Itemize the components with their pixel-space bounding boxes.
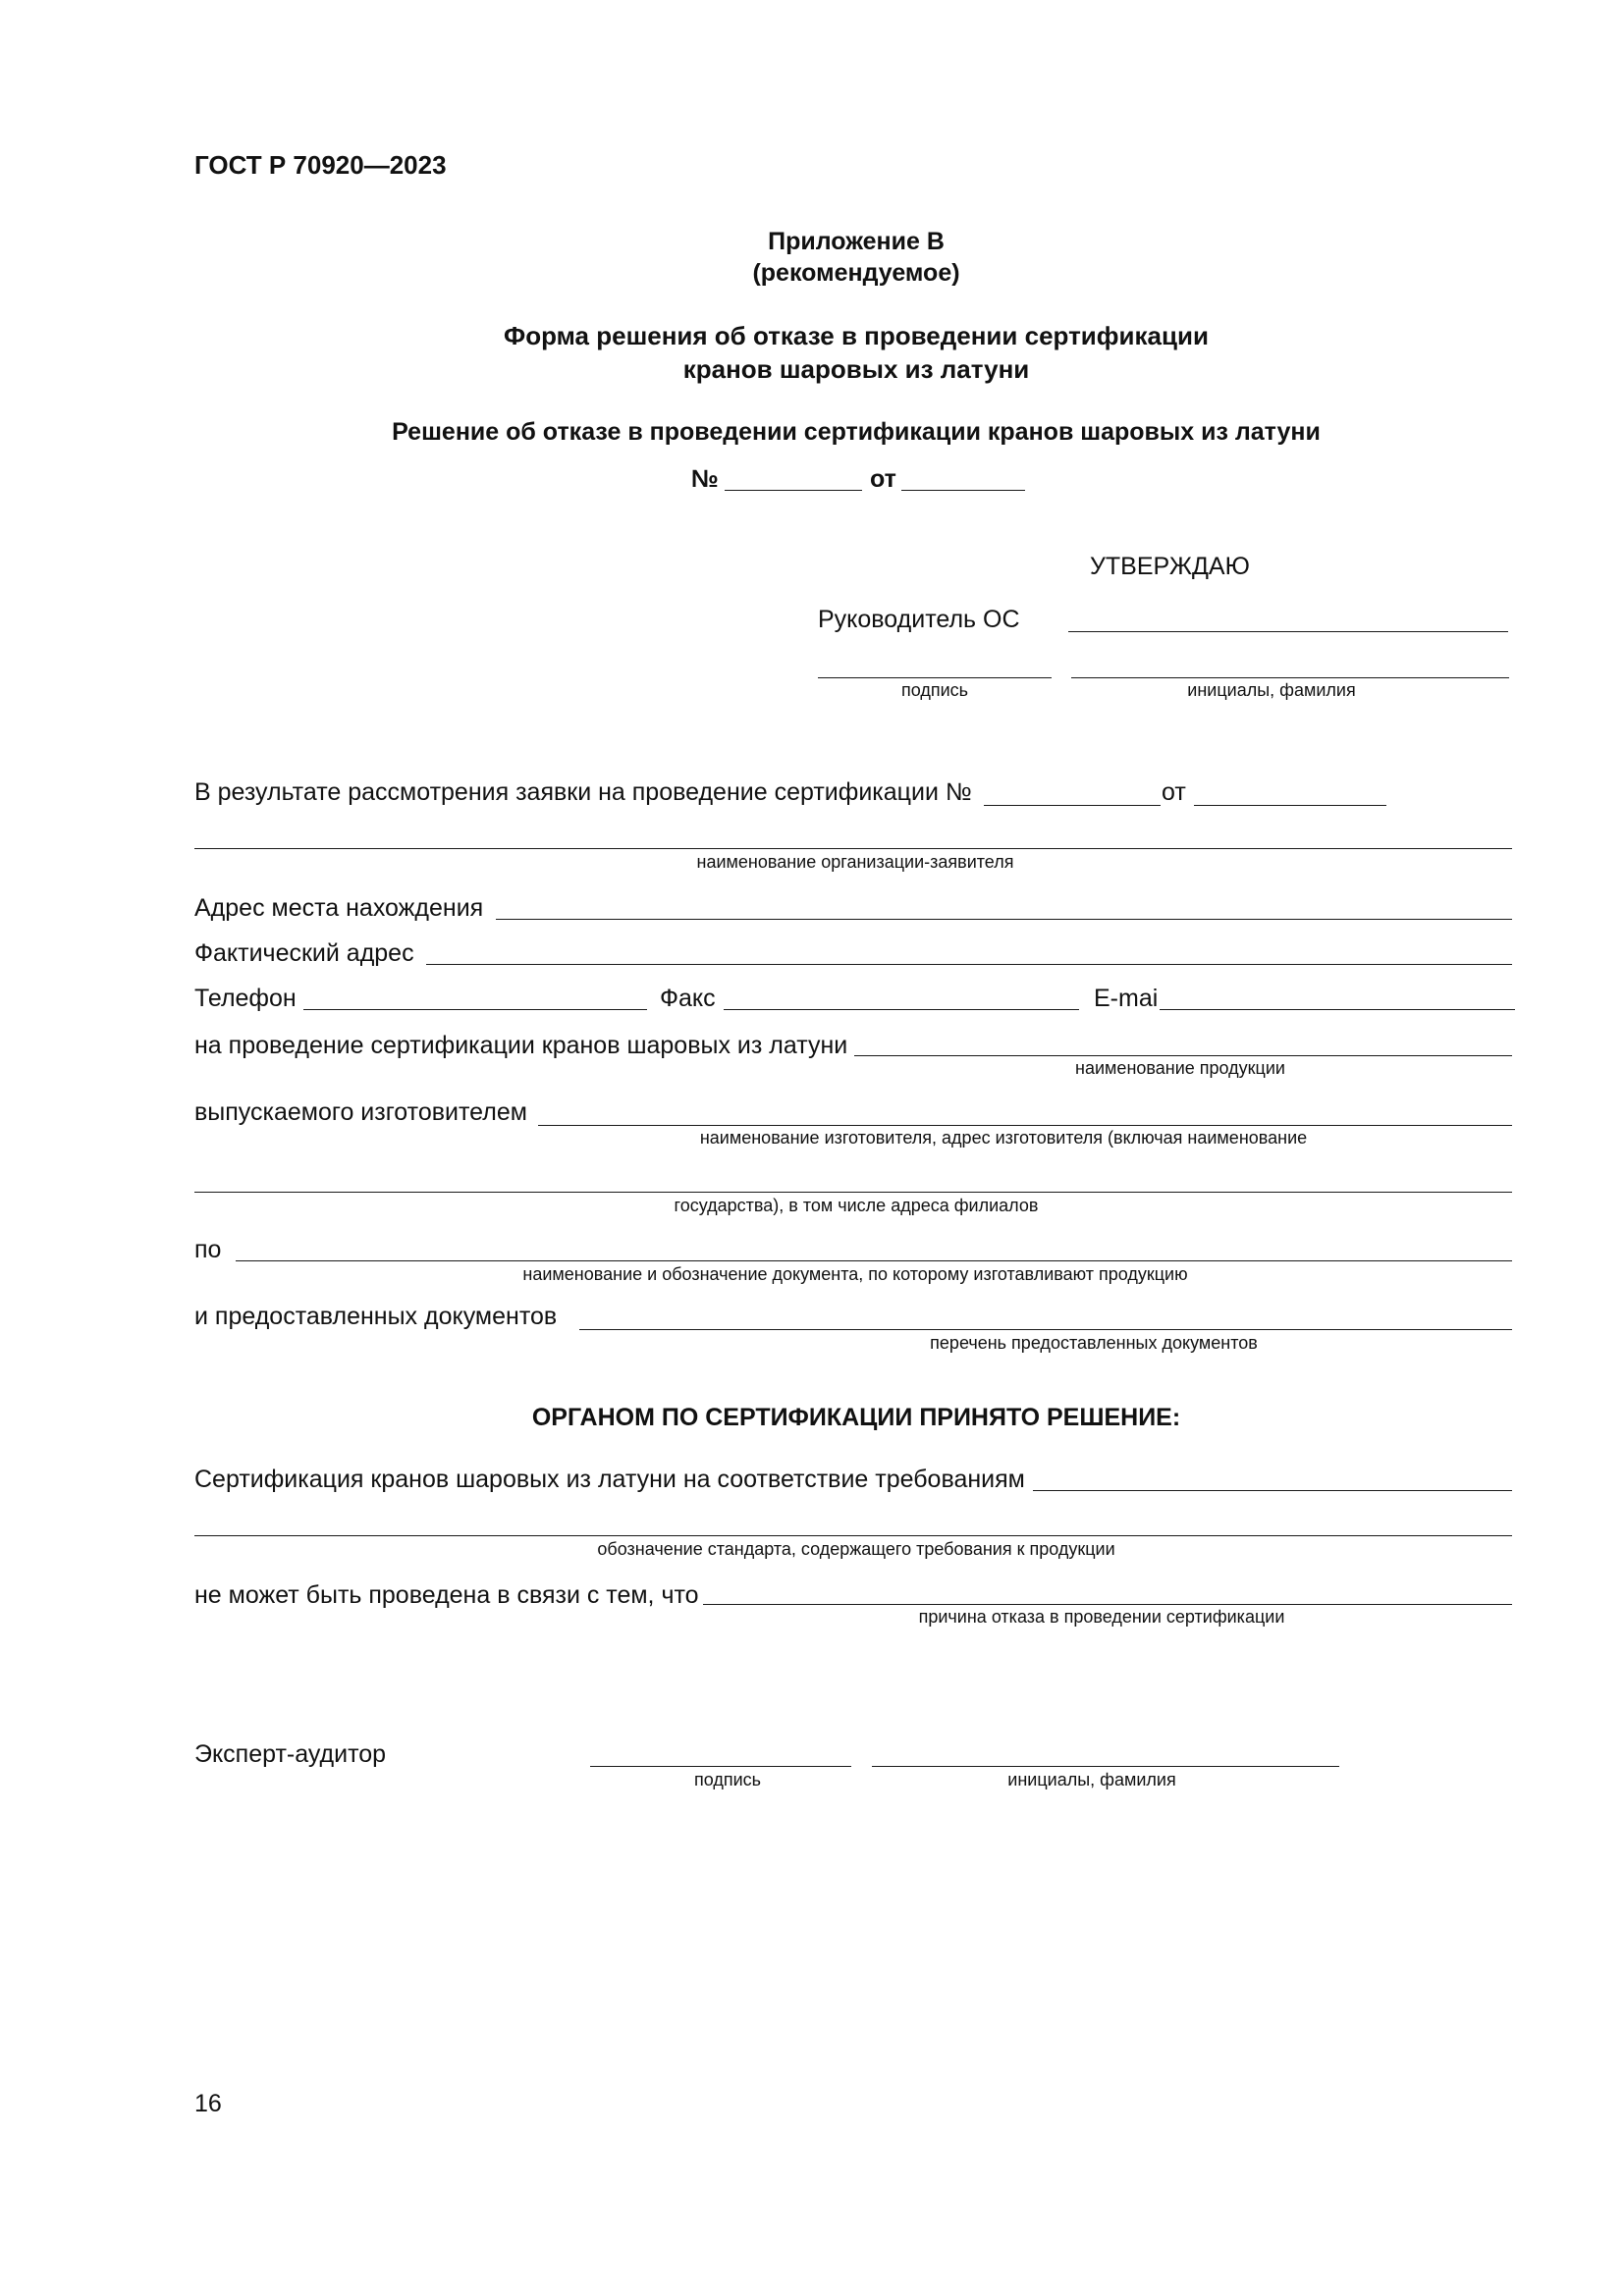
actual-address-line[interactable] [426,964,1512,965]
phone-label: Телефон [194,985,297,1012]
page-number: 16 [194,2090,222,2117]
decision-heading: ОРГАНОМ ПО СЕРТИФИКАЦИИ ПРИНЯТО РЕШЕНИЕ: [531,1404,1181,1431]
reason-line[interactable] [703,1604,1512,1605]
fax-line[interactable] [724,1009,1079,1010]
manufacturer-continuation-line[interactable] [194,1192,1512,1193]
number-field-line[interactable] [725,490,862,491]
phone-line[interactable] [303,1009,647,1010]
approval-signature-caption: подпись [900,680,969,700]
location-address-line[interactable] [496,919,1512,920]
date-field-line[interactable] [901,490,1025,491]
reason-caption: причина отказа в проведении сертификации [918,1607,1285,1627]
manufacturer-label: выпускаемого изготовителем [194,1098,527,1126]
document-code: ГОСТ Р 70920—2023 [194,150,447,180]
provided-documents-label: и предоставленных документов [194,1303,558,1330]
fax-label: Факс [660,985,716,1012]
document-caption: наименование и обозначение документа, по которому изготавливают продукцию [522,1264,1188,1284]
annex-title: Приложение В [768,228,945,255]
expert-signature-line[interactable] [590,1766,851,1767]
annex-status: (рекомендуемое) [752,259,960,287]
reason-label: не может быть проведена в связи с тем, что [194,1581,699,1609]
manufacturer-line[interactable] [538,1125,1512,1126]
requirements-line[interactable] [1033,1490,1512,1491]
decision-title: Решение об отказе в проведении сертификации кранов шаровых из латуни [392,418,1321,446]
approval-name-caption: инициалы, фамилия [1187,680,1356,700]
head-of-body-line[interactable] [1068,631,1508,632]
review-date-label: от [1162,778,1186,806]
state-caption: государства), в том числе адреса филиалов [674,1196,1039,1215]
product-caption: наименование продукции [1075,1058,1285,1078]
date-label: от [870,465,896,493]
expert-name-caption: инициалы, фамилия [1007,1770,1176,1789]
application-date-line[interactable] [1194,805,1386,806]
email-line[interactable] [1160,1009,1515,1010]
location-address-label: Адрес места нахождения [194,894,484,922]
review-text: В результате рассмотрения заявки на проведение сертификации № [194,778,972,806]
product-name-line[interactable] [854,1055,1512,1056]
certification-label: на проведение сертификации кранов шаровых из латуни [194,1032,848,1059]
actual-address-label: Фактический адрес [194,939,414,967]
form-title-line-1: Форма решения об отказе в проведении сертификации [504,321,1209,350]
applicant-caption: наименование организации-заявителя [696,852,1014,872]
standard-caption: обозначение стандарта, содержащего требования к продукции [597,1539,1115,1559]
email-label: E-mai [1094,985,1159,1012]
approve-label: УТВЕРЖДАЮ [1090,553,1250,580]
form-title-line-2: кранов шаровых из латуни [682,354,1030,384]
applicant-name-line[interactable] [194,848,1512,849]
standard-line[interactable] [194,1535,1512,1536]
approval-name-line[interactable] [1071,677,1509,678]
by-document-label: по [194,1236,222,1263]
requirements-label: Сертификация кранов шаровых из латуни на соответствие требованиям [194,1466,1025,1493]
expert-name-line[interactable] [872,1766,1339,1767]
number-label: № [691,465,719,493]
provided-documents-caption: перечень предоставленных документов [930,1333,1258,1353]
application-number-line[interactable] [984,805,1161,806]
expert-auditor-label: Эксперт-аудитор [194,1740,387,1768]
manufacturer-caption: наименование изготовителя, адрес изготовителя (включая наименование [699,1128,1308,1148]
expert-signature-caption: подпись [693,1770,762,1789]
provided-documents-line[interactable] [579,1329,1512,1330]
head-of-body-label: Руководитель ОС [818,606,1020,633]
document-line[interactable] [236,1260,1512,1261]
approval-signature-line[interactable] [818,677,1052,678]
